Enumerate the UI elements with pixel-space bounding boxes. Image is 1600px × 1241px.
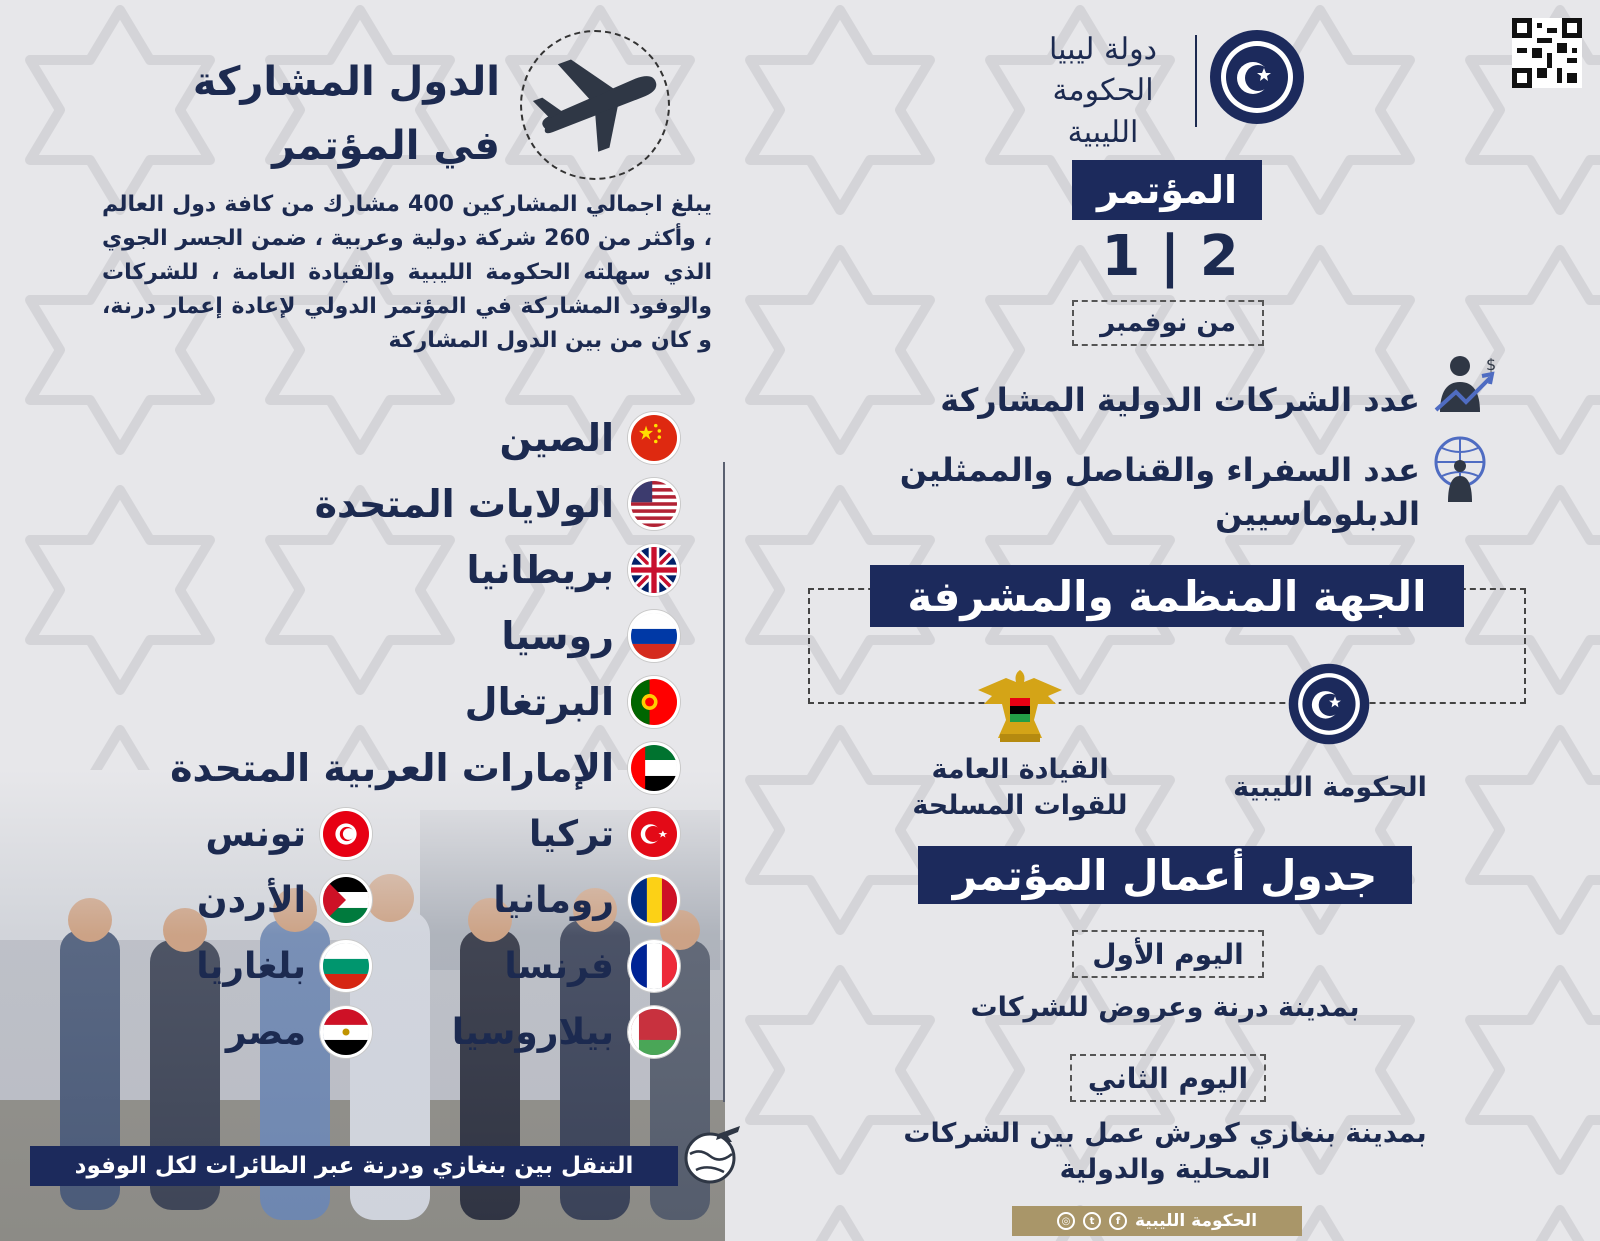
org-army-label: القيادة العامة للقوات المسلحة [912,754,1128,821]
country-uae: الإمارات العربية المتحدة [170,742,680,794]
airplane-badge [520,30,670,180]
stat-companies: عدد الشركات الدولية المشاركة [940,381,1420,419]
globe-person-icon [1430,436,1490,504]
bulgaria-flag-icon [320,940,372,992]
uk-flag-icon [628,544,680,596]
airplane-icon [522,32,668,178]
eagle-emblem-icon [976,660,1064,748]
svg-text:$: $ [1486,355,1497,374]
country-usa: الولايات المتحدة [315,478,680,530]
romania-flag-icon [628,874,680,926]
country-france: فرنسا [504,940,680,992]
qr-code-icon [1512,18,1582,88]
transport-banner: التنقل بين بنغازي ودرنة عبر الطائرات لكل الوفود [30,1146,678,1186]
schedule-title: جدول أعمال المؤتمر [918,846,1412,904]
intro-paragraph: يبلغ اجمالي المشاركين 400 مشارك من كافة دول العالم ، وأكثر من 260 شركة دولية وعربية ، ضمن الجسر الجوي الذي سهلته الحكومة الليبية والقيادة العامة ، للشركات والوفود المشاركة في المؤتمر الدولي لإعادة إعمار درنة، و كان من بين الدول المشاركة [102,192,712,353]
country-jordan: الأردن [197,874,372,926]
egypt-flag-icon [320,1006,372,1058]
jordan-flag-icon [320,874,372,926]
gov-seal-icon [1208,28,1306,126]
turkey-flag-icon [628,808,680,860]
russia-flag-icon [628,610,680,662]
org-gov-label: الحكومة الليبية [1233,772,1427,803]
businessman-icon [1430,352,1500,420]
globe-plane-icon [680,1120,746,1186]
country-britain: بريطانيا [466,544,680,596]
country-belarus: بيلاروسيا [452,1006,680,1058]
header-separator [1195,35,1197,127]
conference-label: المؤتمر [1072,160,1262,220]
participating-countries-title: الدول المشاركة في المؤتمر [192,59,500,169]
twitter-icon[interactable]: t [1083,1212,1101,1230]
day2-label: اليوم الثاني [1070,1054,1266,1102]
country-turkey: تركيا [529,808,680,860]
day1-desc: بمدينة درنة وعروض للشركات [970,992,1360,1023]
day1-label: اليوم الأول [1072,930,1264,978]
conference-month: من نوفمبر [1072,300,1264,346]
uae-flag-icon [628,742,680,794]
country-romania: رومانيا [493,874,680,926]
china-flag-icon [628,412,680,464]
footer-bar: الحكومة الليبية f t ◎ [1012,1206,1302,1236]
portugal-flag-icon [628,676,680,728]
day2-desc: بمدينة بنغازي كورش عمل بين الشركات المحلية والدولية [903,1118,1427,1185]
country-bulgaria: بلغاريا [196,940,372,992]
gov-seal-icon [1287,662,1371,746]
country-portugal: البرتغال [465,676,680,728]
country-russia: روسيا [501,610,680,662]
gov-wordmark: دولة ليبيا الحكومة الليبية [1048,32,1158,150]
country-tunisia: تونس [206,808,373,860]
organizer-title: الجهة المنظمة والمشرفة [870,565,1464,627]
usa-flag-icon [628,478,680,530]
country-egypt: مصر [226,1006,372,1058]
country-china: الصين [500,412,680,464]
belarus-flag-icon [628,1006,680,1058]
column-divider [723,462,725,1102]
conference-dates: 1 | 2 [1101,224,1239,289]
facebook-icon[interactable]: f [1109,1212,1127,1230]
stat-diplomats: عدد السفراء والقناصل والممثلين الدبلوماسيين [899,451,1420,533]
tunisia-flag-icon [320,808,372,860]
france-flag-icon [628,940,680,992]
instagram-icon[interactable]: ◎ [1057,1212,1075,1230]
